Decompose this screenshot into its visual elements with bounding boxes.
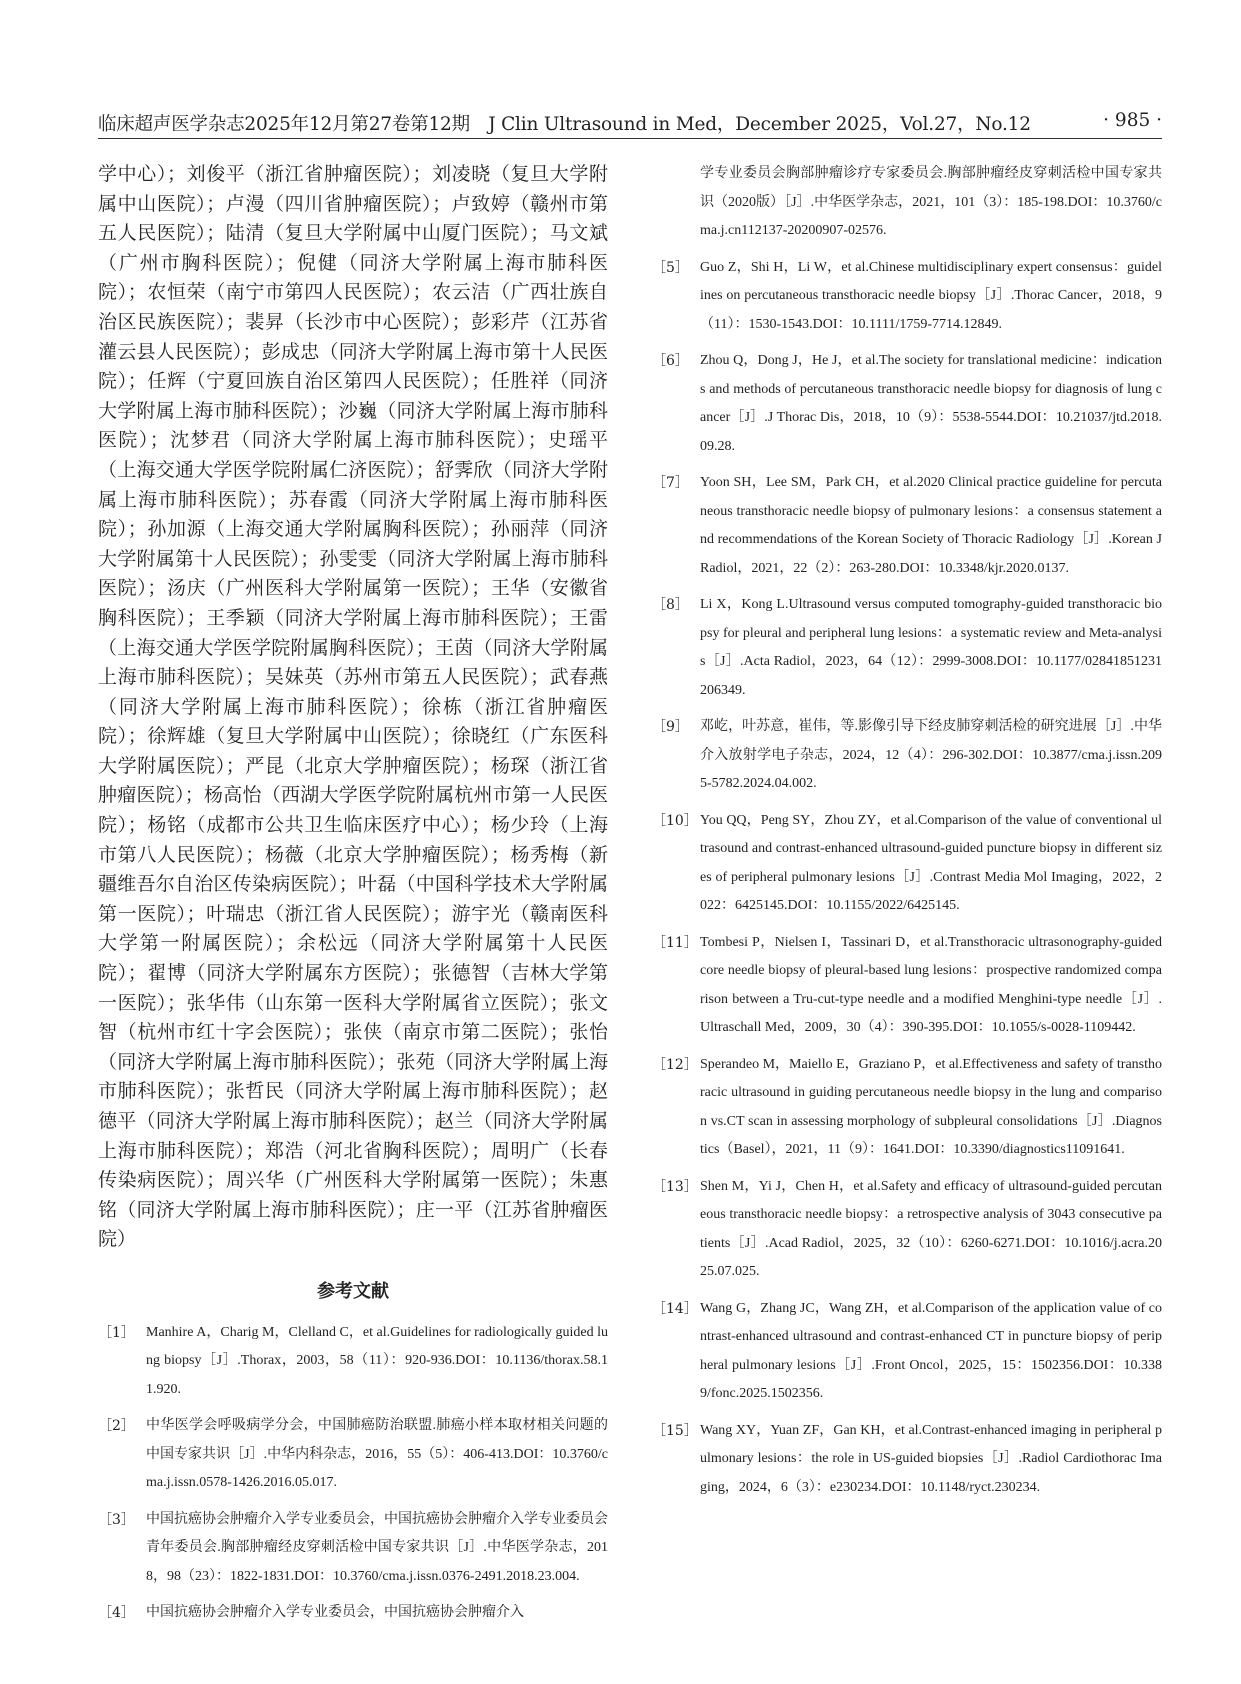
left-column xyxy=(98,160,608,1622)
reference-item xyxy=(652,1295,1162,1409)
reference-number: ［6］ xyxy=(652,353,689,369)
reference-text: Shen M，Yi J，Chen H，et al.Safety and efficacy of ultrasound-guided percutaneous transthoracic needle biopsy：a retrospective analysis of 3043 consecutive patients［J］.Acad Radiol，2025，32（10）：6260-6271.DOI：10.1016/j.acra.2025.07.025. xyxy=(700,1178,1162,1279)
journal-citation: 临床超声医学杂志2025年12月第27卷第12期 J Clin Ultrasound in Med，December 2025，Vol.27，No.12 xyxy=(98,114,1031,135)
reference-item xyxy=(98,1412,608,1498)
reference-continuation xyxy=(652,160,1162,246)
reference-text: Wang XY，Yuan ZF，Gan KH，et al.Contrast-enhanced imaging in peripheral pulmonary lesions：the role in US-guided biopsies［J］.Radiol Cardiothorac Imaging，2024，6（3）：e230234.DOI：10.1148/ryct.230234. xyxy=(700,1422,1162,1495)
reference-text: Yoon SH，Lee SM，Park CH，et al.2020 Clinical practice guideline for percutaneous transthoracic needle biopsy of pulmonary lesions：a consensus statement and recommendations of the Korean Society of Thoracic Radiology［J］.Korean J Radiol，2021，22（2）：263-280.DOI：10.3348/kjr.2020.0137. xyxy=(700,475,1162,576)
reference-text: 中国抗癌协会肿瘤介入学专业委员会，中国抗癌协会肿瘤介入学专业委员会青年委员会.胸部肿瘤经皮穿刺活检中国专家共识［J］.中华医学杂志，2018，98（23）：1822-1831.DOI：10.3760/cma.j.issn.0376-2491.2018.23.004. xyxy=(146,1511,608,1584)
reference-item xyxy=(652,1173,1162,1287)
acknowledgement-list: 学中心）；刘俊平（浙江省肿瘤医院）；刘凌晓（复旦大学附属中山医院）；卢漫（四川省肿瘤医院）；卢致婷（赣州市第五人民医院）；陆清（复旦大学附属中山厦门医院）；马文斌（广州市胸科医院）；倪健（同济大学附属上海市肺科医院）；农恒荣（南宁市第四人民医院）；农云洁（广西壮族自治区民族医院）；裴昇（长沙市中心医院）；彭彩芹（江苏省灌云县人民医院）；彭成忠（同济大学附属上海市第十人民医院）；任辉（宁夏回族自治区第四人民医院）；任胜祥（同济大学附属上海市肺科医院）；沙巍（同济大学附属上海市肺科医院）；沈梦君（同济大学附属上海市肺科医院）；史瑶平（上海交通大学医学院附属仁济医院）；舒霁欣（同济大学附属上海市肺科医院）；苏春霞（同济大学附属上海市肺科医院）；孙加源（上海交通大学附属胸科医院）；孙丽萍（同济大学附属第十人民医院）；孙雯雯（同济大学附属上海市肺科医院）；汤庆（广州医科大学附属第一医院）；王华（安徽省胸科医院）；王季颖（同济大学附属上海市肺科医院）；王雷（上海交通大学医学院附属胸科医院）；王茵（同济大学附属上海市肺科医院）；吴妹英（苏州市第五人民医院）；武春燕（同济大学附属上海市肺科医院）；徐栋（浙江省肿瘤医院）；徐辉雄（复旦大学附属中山医院）；徐晓红（广东医科大学附属医院）；严昆（北京大学肿瘤医院）；杨琛（浙江省肿瘤医院）；杨高怡（西湖大学医学院附属杭州市第一人民医院）；杨铭（成都市公共卫生临床医疗中心）；杨少玲（上海市第八人民医院）；杨薇（北京大学肿瘤医院）；杨秀梅（新疆维吾尔自治区传染病医院）；叶磊（中国科学技术大学附属第一医院）；叶瑞忠（浙江省人民医院）；游宇光（赣南医科大学第一附属医院）；余松远（同济大学附属第十人民医院）；翟博（同济大学附属东方医院）；张德智（吉林大学第一医院）；张华伟（山东第一医科大学附属省立医院）；张文智（杭州市红十字会医院）；张侠（南京市第二医院）；张怡（同济大学附属上海市肺科医院）；张苑（同济大学附属上海市肺科医院）；张哲民（同济大学附属上海市肺科医院）；赵德平（同济大学附属上海市肺科医院）；赵兰（同济大学附属上海市肺科医院）；郑浩（河北省胸科医院）；周明广（长春传染病医院）；周兴华（广州医科大学附属第一医院）；朱惠铭（同济大学附属上海市肺科医院）；庄一平（江苏省肿瘤医院） xyxy=(98,163,608,1251)
running-header xyxy=(98,108,1162,139)
reference-number: ［13］ xyxy=(652,1178,698,1195)
right-column xyxy=(652,160,1162,1610)
reference-item xyxy=(652,807,1162,921)
reference-number: ［1］ xyxy=(98,1324,135,1341)
reference-item xyxy=(652,347,1162,461)
references-heading: 参考文献 xyxy=(317,1280,389,1302)
reference-text: You QQ，Peng SY，Zhou ZY，et al.Comparison of the value of conventional ultrasound and contrast-enhanced ultrasound-guided puncture biopsy in different sizes of peripheral pulmonary lesions［J］.Contrast Media Mol Imaging，2022，2022：6425145.DOI：10.1155/2022/6425145. xyxy=(700,812,1162,913)
reference-text: 中国抗癌协会肿瘤介入学专业委员会，中国抗癌协会肿瘤介入 xyxy=(146,1605,524,1621)
reference-item xyxy=(652,254,1162,340)
reference-item xyxy=(98,1506,608,1592)
reference-number: ［2］ xyxy=(98,1418,135,1435)
reference-number: ［10］ xyxy=(652,812,698,829)
reference-text: Manhire A，Charig M，Clelland C，et al.Guidelines for radiologically guided lung biopsy［J］.Thorax，2003，58（11）：920-936.DOI：10.1136/thorax.58.11.920. xyxy=(146,1324,608,1397)
reference-number: ［7］ xyxy=(652,475,689,491)
reference-number: ［14］ xyxy=(652,1300,698,1317)
left-reference-list xyxy=(98,1319,608,1628)
reference-text: 邓屹，叶苏意，崔伟，等.影像引导下经皮肺穿刺活检的研究进展［J］.中华介入放射学电子杂志，2024，12（4）：296-302.DOI：10.3877/cma.j.issn.2095-5782.2024.04.002. xyxy=(700,719,1162,791)
reference-item xyxy=(652,1051,1162,1165)
reference-item xyxy=(652,713,1162,799)
reference-number: ［9］ xyxy=(652,719,689,735)
reference-number: ［12］ xyxy=(652,1056,698,1073)
reference-number: ［4］ xyxy=(98,1605,135,1622)
reference-number: ［11］ xyxy=(652,934,698,951)
reference-number: ［8］ xyxy=(652,597,689,613)
reference-item xyxy=(98,1319,608,1405)
reference-number: ［3］ xyxy=(98,1511,135,1528)
reference-text: Li X，Kong L.Ultrasound versus computed tomography-guided transthoracic biopsy for pleural and peripheral lung lesions：a systematic review and Meta-analysis［J］.Acta Radiol，2023，64（12）：2999-3008.DOI：10.1177/02841851231206349. xyxy=(700,597,1162,698)
reference-text: Wang G，Zhang JC，Wang ZH，et al.Comparison of the application value of contrast-enhanced ultrasound and contrast-enhanced CT in puncture biopsy of peripheral pulmonary lesions［J］.Front Oncol，2025，15：1502356.DOI：10.3389/fonc.2025.1502356. xyxy=(700,1300,1162,1401)
reference-item xyxy=(652,1417,1162,1503)
reference-item xyxy=(98,1599,608,1628)
reference-text: 中华医学会呼吸病学分会，中国肺癌防治联盟.肺癌小样本取材相关问题的中国专家共识［J］.中华内科杂志，2016，55（5）：406-413.DOI：10.3760/cma.j.issn.0578-1426.2016.05.017. xyxy=(146,1418,608,1491)
reference-number: ［5］ xyxy=(652,259,689,276)
reference-item xyxy=(652,469,1162,583)
reference-text: 学专业委员会胸部肿瘤诊疗专家委员会.胸部肿瘤经皮穿刺活检中国专家共识（2020版）［J］.中华医学杂志，2021，101（3）：185-198.DOI：10.3760/cma.j.cn112137-20200907-02576. xyxy=(700,166,1162,238)
reference-text: Sperandeo M，Maiello E，Graziano P，et al.Effectiveness and safety of transthoracic ultrasound in guiding percutaneous needle biopsy in the lung and comparison vs.CT scan in assessing morphology of subpleural consolidations［J］.Diagnostics（Basel），2021，11（9）：1641.DOI：10.3390/diagnostics11091641. xyxy=(700,1056,1162,1157)
page-number: · 985 · xyxy=(1103,110,1162,131)
reference-text: Zhou Q，Dong J，He J，et al.The society for translational medicine：indications and methods of percutaneous transthoracic needle biopsy for diagnosis of lung cancer［J］.J Thorac Dis，2018，10（9）：5538-5544.DOI：10.21037/jtd.2018.09.28. xyxy=(700,353,1162,454)
reference-item xyxy=(652,929,1162,1043)
reference-text: Guo Z，Shi H，Li W，et al.Chinese multidisciplinary expert consensus：guidelines on percutaneous transthoracic needle biopsy［J］.Thorac Cancer，2018，9（11）：1530-1543.DOI：10.1111/1759-7714.12849. xyxy=(700,259,1162,332)
reference-item xyxy=(652,591,1162,705)
reference-text: Tombesi P，Nielsen I，Tassinari D，et al.Transthoracic ultrasonography-guided core needle biopsy of pleural-based lung lesions：prospective randomized comparison between a Tru-cut-type needle and a modified Menghini-type needle［J］.Ultraschall Med，2009，30（4）：390-395.DOI：10.1055/s-0028-1109442. xyxy=(700,934,1162,1035)
reference-number: ［15］ xyxy=(652,1422,698,1439)
